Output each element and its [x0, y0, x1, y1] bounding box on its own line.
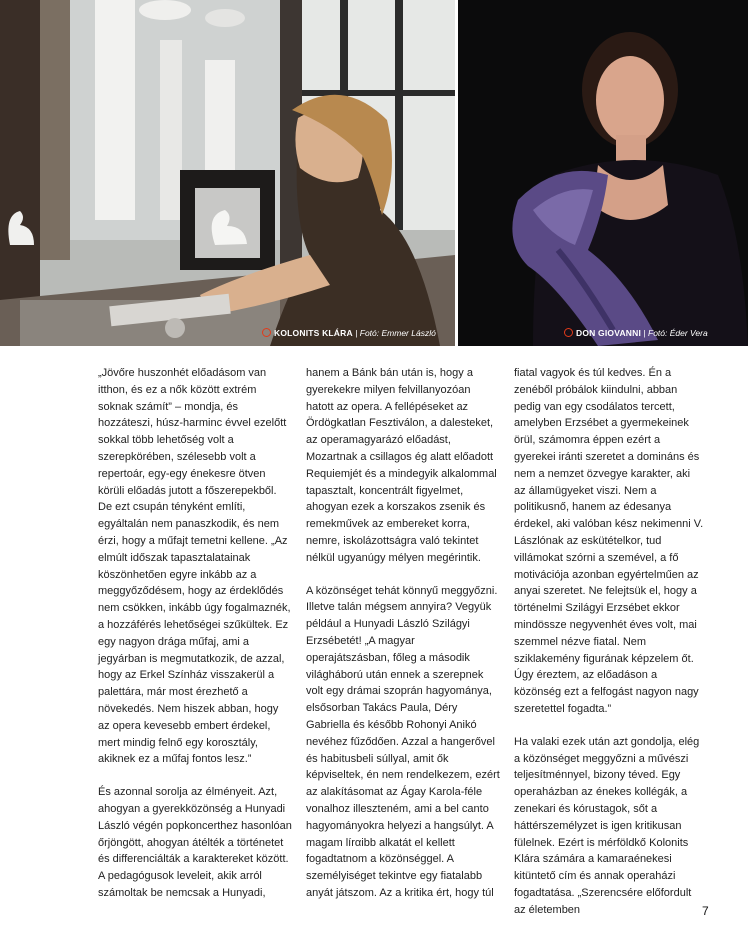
- paragraph: „Jövőre huszonhét előadásom van itthon, és ez a nők között extrém soknak számít” – mondja, és hozzáteszi, húsz-harminc évvel ezelőtt sokkal több lehetőség volt a szerepkörében, szélesebb volt a repertoár, egy-egy énekesre ötven körüli előadás jutott a főszerepekből. De ezt csupán tényként említi, egyáltalán nem panaszkodik, és nem érzi, hogy a műfajt temetni kellene. „Az elmúlt időszak tapasztalatainak köszönhetően egyre inkább az a meggyőződésem, hogy az érdeklődés nem csökken, inkább úgy fogalmaznék, a hozzáférés lehetőségei szűkültek. Ez egy nagyon drága műfaj, ami a jegyárban is megmutatkozik, de azzal, hogy az Erkel Színház visszakerül a palettára, már most érezhető a növekedés. Nem hiszek abban, hogy az opera kevesebb embert érdekel, mert mindig felnő egy korosztály, akiknek ez a műfaj fontos lesz.”: [98, 367, 291, 766]
- paragraph: Ha valaki ezek után azt gondolja, elég a közönséget meggyőzni a művészi teljesítménnyel, bizony téved. Egy operaházban az énekes kollégák, a zenekari és kórustagok, sőt a háttérszemélyzet is igen kritikusan fülelnek. Ezért is mérföldkő Kolonits Klára számára a kamaraénekesi kitüntető cím és annak operaházi fogadtatása. „Szerencsére előfordult az életemben: [514, 735, 700, 916]
- caption-name: KOLONITS KLÁRA: [274, 328, 353, 338]
- photo-caption-right: [564, 328, 708, 338]
- article-column-1: [98, 365, 293, 918]
- photo-kolonits-klara: [0, 0, 455, 346]
- caption-dot-icon: [564, 328, 573, 337]
- paragraph: hanem a Bánk bán után is, hogy a gyerekekre milyen felvillanyozóan hatott az opera. A fellépéseket az Ördögkatlan Fesztiválon, a dalesteket, az operamagyarázó előadást, Mozartnak a csillagos ég alatt előadott Requiemjét és a mindegyik alkalommal tapasztalt, koncentrált figyelmet, ahogyan ezek a korszakos zsenik és remekművek az embereket korra, nemre, iskolázottságra való tekintet nélkül ugyanúgy mélyen megérintik.: [306, 367, 497, 564]
- header-photos: [0, 0, 748, 346]
- article-column-2: [306, 365, 501, 918]
- photo-don-giovanni: [458, 0, 748, 346]
- caption-separator: |: [352, 328, 360, 338]
- stage-portrait-illustration: [458, 0, 748, 346]
- paragraph: A közönséget tehát könnyű meggyőzni. Illetve talán mégsem annyira? Vegyük például a Hunyadi László Szilágyi Erzsébetét! „A magyar operajátszásban, főleg a második világháború után ennek a szerepnek volt egy drámai szoprán hagyománya, elsősorban Takács Paula, Déry Gabriella és később Rohonyi Anikó nevéhez fűződően. Azzal a hangerővel és habitusbeli súllyal, amit ők képviseltek, én nem rendelkezem, ezért az alakításomat az Ágay Karola-féle vonalhoz illeszteném, ami a bel canto hagyományokra helyezi a hangsúlyt. A magam lírαibb alkatát el kellett fogadtatnom a közönséggel. A személyiséget tekintve egy fiatalabb anyát játszom. Az a kritika ért, hogy túl: [306, 584, 500, 899]
- paragraph: fiatal vagyok és túl kedves. Én a zenéből próbálok kiindulni, abban pedig van egy csodálatos tercett, amelyben Erzsébet a gyermekeinek örül, számomra éppen ezért a gyerekei iránti szeretet a domináns és nem a nemzet özvegye karakter, aki az államügyeket viszi. Nem a politikusnő, hanem az édesanya érdekel, aki valóban kész nekimenni V. Lászlónak az eskütételkor, tud villámokat szórni a szemével, a fő motivációja azonban egyértelműen az anyai szeretet. Ne felejtsük el, hogy a történelmi Szilágyi Erzsébet ekkor mindössze negyvenhét éves volt, mai szemmel nézve fiatal. Nem sziklakemény figurának képzelem őt. Úgy éreztem, az előadáson a közönség ezt a felfogást nagyon nagy szeretettel fogadta.”: [514, 367, 704, 715]
- photo-caption-left: [262, 328, 436, 338]
- caption-credit: Fotó: Emmer László: [359, 328, 436, 338]
- dressing-room-illustration: [0, 0, 455, 346]
- paragraph: És azonnal sorolja az élményeit. Azt, ahogyan a gyerekközönség a Hunyadi László végén popkoncerthez hasonlóan őrjöngött, ahogyan átélték a történetet és differenciálták a karaktereket között. A pedagógusok leveleit, akik arról számoltak be nemcsak a Hunyadi,: [98, 786, 292, 899]
- caption-separator: |: [641, 328, 648, 338]
- page-number: 7: [702, 904, 709, 918]
- caption-credit: Fotó: Éder Vera: [648, 328, 708, 338]
- article-column-3: [514, 365, 704, 935]
- caption-name: DON GIOVANNI: [576, 328, 642, 338]
- caption-dot-icon: [262, 328, 271, 337]
